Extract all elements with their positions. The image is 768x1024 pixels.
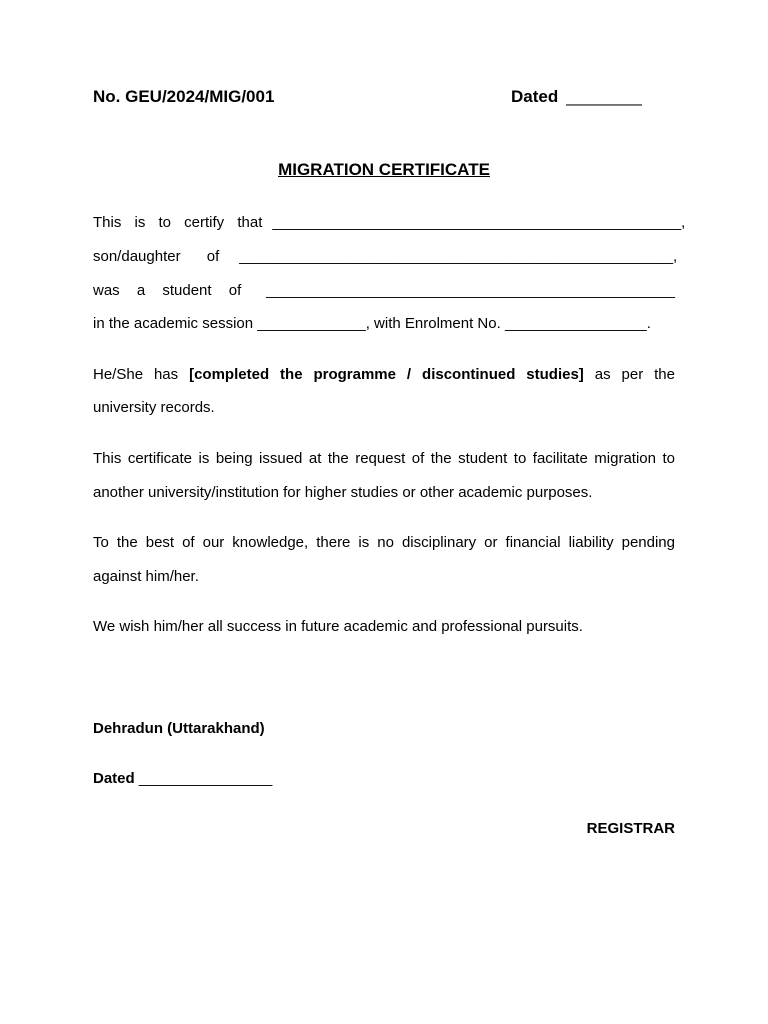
parent-label: son/daughter of [93, 248, 220, 265]
student-line [93, 282, 675, 300]
status-prefix: He/She has [93, 366, 179, 383]
document-title: MIGRATION CERTIFICATE [278, 160, 490, 179]
wish-line: We wish him/her all success in future academic and professional pursuits. [93, 618, 583, 635]
status-suffix: as per the [594, 366, 675, 383]
certify-blank: _________________________________________________, [272, 214, 686, 231]
certify-line [93, 214, 686, 232]
header-dated-label: Dated [511, 87, 559, 106]
session-line [93, 315, 675, 333]
footer-date [93, 770, 675, 788]
enrolment-label: , with Enrolment No. [365, 315, 501, 332]
parent-line [93, 248, 678, 266]
footer-dated-blank: ________________ [138, 770, 273, 787]
session-blank: _____________ [257, 315, 366, 332]
header-date [511, 87, 642, 107]
place: Dehradun (Uttarakhand) [93, 720, 265, 737]
session-label: in the academic session [93, 315, 254, 332]
status-choice: [completed the programme / discontinued studies] [189, 366, 584, 383]
enrolment-blank: _________________ [504, 315, 647, 332]
status-line-1 [93, 366, 675, 384]
parent-blank: ____________________________________________________, [239, 248, 678, 265]
signatory: REGISTRAR [586, 820, 675, 837]
liability-line-1: To the best of our knowledge, there is no disciplinary or financial liability pending [93, 534, 675, 551]
request-line-1: This certificate is being issued at the request of the student to facilitate migration to [93, 450, 675, 467]
student-blank: _________________________________________________ [266, 282, 675, 299]
session-end: . [646, 315, 651, 332]
student-label: was a student of [93, 282, 242, 299]
footer-dated-label: Dated [93, 770, 135, 787]
liability-line-2: against him/her. [93, 568, 199, 585]
status-line-2: university records. [93, 399, 215, 416]
request-line-2: another university/institution for higher studies or other academic purposes. [93, 484, 593, 501]
reference-number: No. GEU/2024/MIG/001 [93, 87, 275, 106]
header-dated-blank: ________ [566, 87, 642, 106]
certify-label: This is to certify that [93, 214, 263, 231]
